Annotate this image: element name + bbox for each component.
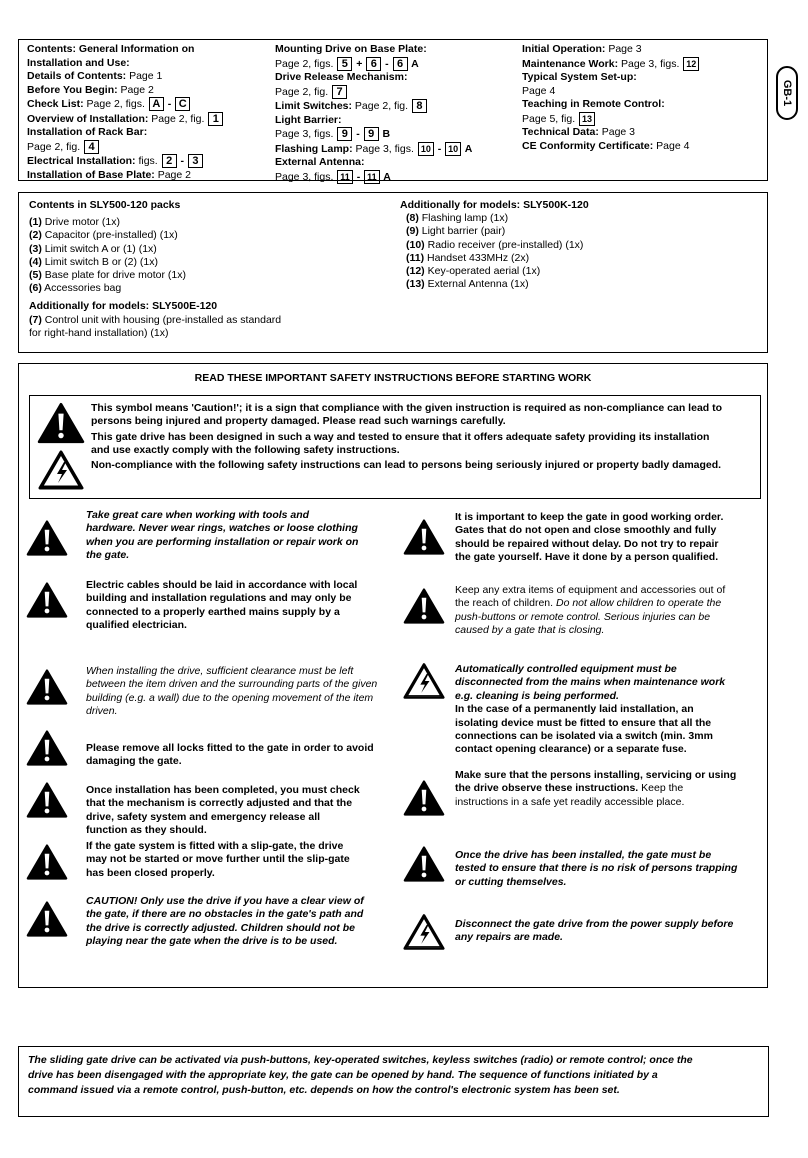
- pack-item: [406, 225, 589, 238]
- instruction-line: caused by a gate that is closing.: [455, 624, 605, 637]
- figure-ref-box: 6: [366, 57, 381, 71]
- figure-suffix: A: [462, 142, 473, 155]
- contents-page-ref: Page 2, figs.: [83, 98, 148, 110]
- instruction-line: the gate, if there are no obstacles in the gate's path and: [86, 908, 364, 921]
- pack-item-text: for right-hand installation) (1x): [29, 326, 169, 339]
- contents-label: Typical System Set-up:: [522, 71, 637, 83]
- instruction-line: the gate.: [86, 549, 130, 562]
- caution-icon: [403, 844, 445, 884]
- note-text: The sliding gate drive can be activated via push-buttons, key-operated switches, keyless switches (radio) or remote control; once the: [28, 1054, 693, 1066]
- pack-item: [406, 239, 589, 252]
- instruction-line: If the gate system is fitted with a slip-gate, the drive: [86, 840, 344, 852]
- safety-instruction-right: [455, 769, 736, 809]
- figure-ref-box: 12: [683, 57, 699, 71]
- instruction-line: building (e.g. a wall) due to the opening movement of the item: [86, 691, 374, 704]
- instruction-line: damaging the gate.: [86, 755, 182, 768]
- contents-label: Installation of Rack Bar:: [27, 126, 148, 138]
- contents-page-ref: figs.: [135, 155, 161, 167]
- caution-text: Non-compliance with the following safety instructions can lead to persons being seriously injured or property badly damaged.: [91, 459, 722, 471]
- pack-item-number: (10): [406, 238, 425, 251]
- contents-label: Electrical Installation:: [27, 155, 136, 167]
- pack-item-text: Radio receiver (pre-installed) (1x): [424, 238, 584, 251]
- contents-page-ref: Page 2, fig.: [352, 100, 411, 112]
- caution-text: This symbol means 'Caution!'; it is a sign that compliance with the given instruction is required as non-compliance can lead to: [91, 402, 723, 414]
- activation-note-box: [18, 1046, 769, 1117]
- pack-heading: Additionally for models: SLY500E-120: [29, 300, 218, 313]
- contents-entry: [522, 43, 700, 57]
- contents-entry: [27, 112, 224, 127]
- pack-item-number: (4): [29, 255, 42, 268]
- contents-page-ref: Page 2, fig.: [27, 140, 84, 153]
- pack-contents-right: [400, 199, 589, 291]
- caution-icon: [403, 586, 445, 626]
- pack-item-number: (13): [406, 278, 425, 291]
- instruction-line: drive, safety system and emergency release all: [86, 810, 321, 823]
- contents-page-ref: Page 3, figs.: [618, 57, 683, 70]
- contents-entry: [27, 154, 224, 169]
- instruction-line: Gates that do not open and close smoothly and fully: [455, 524, 717, 537]
- contents-label: Details of Contents:: [27, 70, 127, 82]
- instruction-line: Disconnect the gate drive from the power supply before: [455, 918, 734, 930]
- contents-label: Overview of Installation:: [27, 112, 149, 125]
- pack-item-number: (6): [29, 282, 42, 295]
- figure-ref-box: 8: [412, 99, 427, 113]
- instruction-line: [455, 597, 725, 610]
- pack-item-number: (8): [406, 212, 419, 225]
- figure-suffix: B: [379, 128, 391, 140]
- electric-shock-icon: [403, 661, 445, 701]
- figure-ref-box: A: [149, 97, 164, 111]
- figure-ref-box: 11: [337, 170, 353, 184]
- instruction-line: Once installation has been completed, you must check: [86, 784, 360, 796]
- contents-entry: [275, 127, 472, 142]
- contents-page-ref: Page 4: [653, 139, 690, 152]
- instruction-text: the reach of children.: [455, 597, 556, 610]
- instruction-line: qualified electrician.: [86, 619, 187, 632]
- contents-entry: [27, 43, 224, 57]
- safety-instruction-right: [455, 511, 723, 565]
- contents-label: Initial Operation:: [522, 43, 606, 55]
- instruction-line: Make sure that the persons installing, servicing or using: [455, 769, 737, 781]
- page-number-tab: [776, 66, 798, 120]
- instruction-line: contact opening clearance) or a separate fuse.: [455, 743, 687, 756]
- caution-icon: [26, 580, 68, 620]
- pack-item-text: Limit switch B or (2) (1x): [41, 255, 158, 268]
- safety-instruction-right: [455, 663, 725, 757]
- contents-page-ref: Page 3: [605, 43, 642, 55]
- pack-item-number: (1): [29, 216, 42, 229]
- pack-item: [406, 212, 589, 225]
- pack-item: [29, 269, 281, 282]
- instruction-line: Please remove all locks fitted to the gate in order to avoid: [86, 742, 374, 754]
- contents-entry: [27, 57, 224, 71]
- contents-page-ref: Page 3, figs.: [352, 142, 417, 155]
- figure-suffix: A: [408, 57, 419, 70]
- caution-icon: [26, 728, 68, 768]
- figure-ref-box: 1: [208, 112, 223, 126]
- figure-ref-box: 13: [579, 112, 595, 126]
- electric-shock-icon: [38, 450, 84, 490]
- contents-label: Teaching in Remote Control:: [522, 98, 665, 110]
- contents-entry: [275, 156, 472, 170]
- figure-ref-box: 3: [188, 154, 203, 168]
- contents-page-ref: Page 5, fig.: [522, 112, 579, 125]
- contents-entry: [27, 84, 224, 98]
- pack-contents-box: [18, 192, 768, 353]
- instruction-line: CAUTION! Only use the drive if you have a clear view of: [86, 895, 364, 907]
- contents-label: Drive Release Mechanism:: [275, 71, 408, 83]
- contents-entry: [522, 140, 700, 154]
- pack-item: [29, 314, 281, 327]
- pack-item-text: Limit switch A or (1) (1x): [41, 242, 157, 255]
- safety-instruction-left: [86, 840, 350, 880]
- figure-suffix: A: [380, 170, 391, 183]
- pack-item: [29, 327, 281, 340]
- instruction-line: when you are performing installation or repair work on: [86, 535, 359, 548]
- caution-icon: [26, 780, 68, 820]
- safety-instruction-right: [455, 584, 725, 638]
- instruction-text: the drive observe these instructions.: [455, 782, 642, 795]
- instruction-line: [455, 782, 736, 795]
- figure-ref-box: 6: [393, 57, 408, 71]
- pack-item: [29, 243, 281, 256]
- pack-item-number: (9): [406, 225, 419, 238]
- figure-separator: +: [353, 57, 366, 70]
- contents-page-ref: Page 2, figs.: [275, 57, 337, 70]
- figure-ref-box: 11: [364, 170, 380, 184]
- pack-heading: Contents in SLY500-120 packs: [29, 199, 181, 211]
- instruction-line: It is important to keep the gate in good working order.: [455, 511, 724, 523]
- figure-separator: -: [434, 142, 445, 155]
- caution-icon: [403, 517, 445, 557]
- caution-text: This gate drive has been designed in such a way and tested to ensure that it offers adequate safety providing its installation: [91, 431, 710, 443]
- note-text: command issued via a remote control, push-button, etc. depends on how the control's electronic system has been set.: [28, 1084, 620, 1096]
- pack-contents-left: [29, 199, 281, 340]
- electric-shock-icon: [403, 912, 445, 952]
- contents-page-ref: Page 2, fig.: [148, 112, 208, 125]
- safety-instruction-left: [86, 784, 360, 838]
- contents-entry: [275, 85, 472, 100]
- figure-ref-box: 10: [445, 142, 461, 156]
- figure-ref-box: 4: [84, 140, 99, 154]
- contents-label: Installation and Use:: [27, 56, 130, 69]
- pack-item-text: Light barrier (pair): [418, 225, 506, 238]
- contents-page-ref: Page 3, figs.: [275, 170, 337, 183]
- pack-item-text: Accessories bag: [41, 282, 122, 295]
- instruction-line: that the mechanism is correctly adjusted and that the: [86, 797, 353, 810]
- pack-item: [29, 216, 281, 229]
- pack-item: [406, 252, 589, 265]
- figure-ref-box: 7: [332, 85, 347, 99]
- pack-item-text: Base plate for drive motor (1x): [41, 269, 186, 282]
- pack-item: [29, 282, 281, 295]
- pack-item-number: (12): [406, 265, 425, 278]
- instruction-line: Take great care when working with tools and: [86, 509, 310, 521]
- contents-entry: [275, 142, 472, 157]
- contents-label: Technical Data:: [522, 126, 599, 138]
- pack-item-text: External Antenna (1x): [424, 278, 529, 291]
- pack-item-number: (3): [29, 242, 42, 255]
- contents-entry: [27, 140, 224, 155]
- instruction-line: tested to ensure that there is no risk of persons trapping: [455, 862, 738, 875]
- contents-entry: [275, 114, 472, 128]
- instruction-line: hardware. Never wear rings, watches or loose clothing: [86, 522, 358, 535]
- contents-label: Contents: General Information on: [27, 43, 195, 55]
- pack-item-text: Handset 433MHz (2x): [424, 251, 530, 264]
- contents-label: Maintenance Work:: [522, 57, 619, 70]
- pack-item-number: (5): [29, 269, 42, 282]
- contents-entry: [275, 99, 472, 114]
- pack-item: [406, 265, 589, 278]
- page-number: GB-1: [781, 79, 793, 107]
- figure-ref-box: C: [175, 97, 190, 111]
- pack-item-number: (7): [29, 313, 42, 326]
- figure-separator: -: [382, 57, 392, 70]
- contents-page-ref: Page 3, figs.: [275, 128, 337, 140]
- instruction-line: instructions in a safe yet readily accessible place.: [455, 795, 685, 808]
- contents-label: CE Conformity Certificate:: [522, 139, 654, 152]
- instruction-line: playing near the gate when the drive is to be used.: [86, 935, 338, 948]
- contents-entry: [275, 71, 472, 85]
- contents-column-1: [27, 43, 224, 182]
- instruction-line: should be repaired without delay. Do not try to repair: [455, 537, 719, 550]
- contents-box: [18, 39, 768, 181]
- instruction-line: e.g. cleaning is being performed.: [455, 689, 619, 702]
- caution-icon: [403, 778, 445, 818]
- contents-page-ref: Page 2, fig.: [275, 85, 332, 98]
- safety-instruction-right: [455, 918, 733, 945]
- pack-item-text: Flashing lamp (1x): [418, 212, 509, 225]
- contents-entry: [275, 57, 472, 72]
- instruction-text: Keep the: [641, 782, 684, 795]
- contents-page-ref: Page 4: [522, 84, 556, 97]
- contents-entry: [27, 70, 224, 84]
- safety-instruction-left: [86, 579, 357, 633]
- instruction-line: the drive is correctly adjusted. Children should not be: [86, 921, 355, 934]
- instruction-line: Electric cables should be laid in accordance with local: [86, 579, 358, 591]
- figure-ref-box: 10: [418, 142, 434, 156]
- safety-instruction-right: [455, 849, 737, 889]
- caution-icon: [26, 842, 68, 882]
- instruction-line: building and installation regulations and may only be: [86, 592, 352, 605]
- note-text: drive has been disengaged with the appropriate key, the gate can be opened by hand. The sequence of functions initiated by a: [28, 1069, 658, 1081]
- caution-legend: [29, 395, 761, 499]
- instruction-line: Keep any extra items of equipment and accessories out of: [455, 584, 726, 596]
- contents-label: Before You Begin:: [27, 83, 118, 96]
- instruction-line: Automatically controlled equipment must be: [455, 663, 677, 675]
- contents-entry: [27, 169, 224, 183]
- instruction-line: push-buttons or remote control. Serious injuries can be: [455, 610, 711, 623]
- safety-instruction-left: [86, 665, 377, 719]
- pack-item-text: Control unit with housing (pre-installed as standard: [41, 313, 282, 326]
- instruction-line: connected to a properly earthed mains supply by a: [86, 605, 340, 618]
- contents-entry: [522, 57, 700, 72]
- figure-ref-box: 2: [162, 154, 177, 168]
- figure-separator: -: [164, 98, 175, 110]
- contents-label: External Antenna:: [275, 156, 365, 168]
- instruction-line: the gate yourself. Have it done by a person qualified.: [455, 551, 719, 564]
- contents-page-ref: Page 3: [598, 126, 636, 138]
- caution-text: persons being injured and property damaged. Please read such warnings carefully.: [91, 415, 506, 427]
- contents-entry: [27, 126, 224, 140]
- pack-item: [406, 278, 589, 291]
- contents-label: Limit Switches:: [275, 100, 353, 112]
- instruction-line: or cutting themselves.: [455, 875, 567, 888]
- contents-label: Flashing Lamp:: [275, 142, 353, 155]
- contents-entry: [522, 98, 700, 112]
- figure-ref-box: 5: [337, 57, 352, 71]
- instruction-line: between the item driven and the surrounding parts of the given: [86, 678, 378, 691]
- contents-entry: [275, 43, 472, 57]
- caution-icon: [26, 899, 68, 939]
- contents-entry: [522, 71, 700, 85]
- figure-separator: -: [353, 170, 364, 183]
- contents-column-2: [275, 43, 472, 184]
- instruction-line: has been closed properly.: [86, 866, 215, 879]
- instruction-text: Do not allow children to operate the: [555, 597, 722, 610]
- contents-label: Installation of Base Plate:: [27, 168, 155, 181]
- contents-entry: [522, 112, 700, 127]
- safety-instruction-left: [86, 895, 364, 949]
- safety-instruction-left: [86, 509, 358, 563]
- pack-item: [29, 256, 281, 269]
- contents-label: Light Barrier:: [275, 113, 342, 126]
- contents-entry: [27, 97, 224, 112]
- instruction-line: isolating device must be fitted to ensure that all the: [455, 716, 712, 729]
- instruction-line: When installing the drive, sufficient clearance must be left: [86, 665, 354, 677]
- figure-ref-box: 9: [364, 127, 379, 141]
- pack-item-text: Capacitor (pre-installed) (1x): [41, 229, 178, 242]
- safety-title: READ THESE IMPORTANT SAFETY INSTRUCTIONS BEFORE STARTING WORK: [194, 372, 592, 384]
- instruction-line: disconnected from the mains when maintenance work: [455, 676, 726, 689]
- safety-instruction-left: [86, 742, 374, 769]
- instruction-line: Once the drive has been installed, the gate must be: [455, 849, 712, 861]
- pack-item-text: Drive motor (1x): [41, 216, 121, 229]
- contents-column-3: [522, 43, 700, 153]
- pack-item-number: (11): [406, 251, 425, 264]
- pack-item: [29, 229, 281, 242]
- contents-label: Check List:: [27, 98, 84, 110]
- instruction-line: In the case of a permanently laid installation, an: [455, 703, 694, 716]
- caution-icon: [37, 402, 85, 444]
- pack-item-number: (2): [29, 229, 42, 242]
- contents-page-ref: Page 1: [126, 70, 163, 82]
- safety-instructions-box: [18, 363, 768, 988]
- pack-heading: Additionally for models: SLY500K-120: [400, 199, 589, 211]
- contents-entry: [522, 85, 700, 99]
- contents-label: Mounting Drive on Base Plate:: [275, 43, 427, 55]
- caution-icon: [26, 667, 68, 707]
- instruction-line: driven.: [86, 705, 118, 718]
- contents-page-ref: Page 2: [154, 168, 191, 181]
- caution-icon: [26, 518, 68, 558]
- pack-item-text: Key-operated aerial (1x): [424, 265, 541, 278]
- instruction-line: may not be started or move further until the slip-gate: [86, 853, 350, 866]
- figure-ref-box: 9: [337, 127, 352, 141]
- contents-entry: [522, 126, 700, 140]
- instruction-line: any repairs are made.: [455, 931, 563, 944]
- figure-separator: -: [353, 128, 363, 140]
- instruction-line: connections can be isolated via a switch (min. 3mm: [455, 730, 713, 743]
- caution-text: and use exactly comply with the following safety instructions.: [91, 444, 400, 456]
- instruction-line: function as they should.: [86, 824, 207, 837]
- figure-separator: -: [177, 155, 187, 167]
- contents-page-ref: Page 2: [117, 83, 154, 96]
- contents-entry: [275, 170, 472, 185]
